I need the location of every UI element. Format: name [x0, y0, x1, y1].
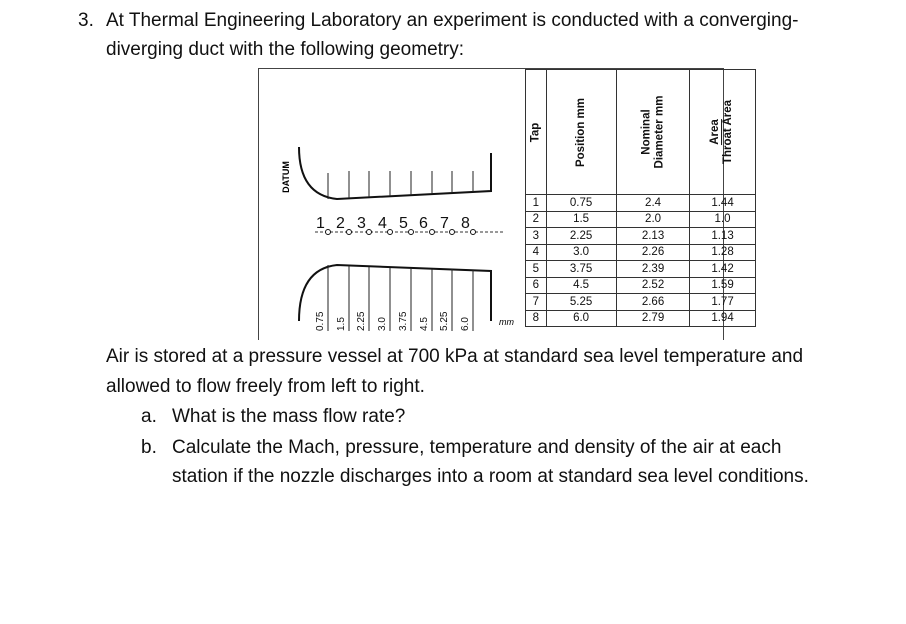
tap-label-5: 5 [399, 215, 408, 232]
tap-label-3: 3 [357, 215, 366, 232]
cell-diameter: 2.4 [616, 195, 690, 212]
cell-position: 2.25 [546, 228, 616, 245]
cell-diameter: 2.39 [616, 261, 690, 278]
cell-position: 4.5 [546, 277, 616, 294]
cell-position: 6.0 [546, 310, 616, 327]
position-label-2: 1.5 [336, 317, 347, 331]
cell-ratio: 1.28 [690, 244, 755, 261]
question-text-line2: diverging duct with the following geometry: [106, 39, 465, 60]
tap-label-1: 1 [316, 215, 325, 232]
paragraph-line1: Air is stored at a pressure vessel at 700 kPa at standard sea level temperature and [106, 346, 804, 367]
cell-ratio: 1.42 [690, 261, 755, 278]
position-label-5: 3.75 [398, 311, 409, 331]
item-b-line1: Calculate the Mach, pressure, temperature and density of the air at each [172, 437, 782, 458]
cell-tap: 6 [526, 277, 547, 294]
table-row [526, 310, 756, 327]
position-label-8: 6.0 [460, 317, 471, 331]
table-row [526, 294, 756, 311]
question-text-line1: At Thermal Engineering Laboratory an experiment is conducted with a converging- [106, 10, 799, 31]
cell-ratio: 1.0 [690, 211, 755, 228]
cell-position: 5.25 [546, 294, 616, 311]
item-a-label: a. [141, 406, 157, 427]
table-row [526, 211, 756, 228]
cell-position: 3.75 [546, 261, 616, 278]
cell-position: 3.0 [546, 244, 616, 261]
cell-diameter: 2.0 [616, 211, 690, 228]
tap-label-2: 2 [336, 215, 345, 232]
position-label-6: 4.5 [419, 317, 430, 331]
cell-tap: 7 [526, 294, 547, 311]
position-label-1: 0.75 [315, 311, 326, 331]
tap-table [525, 69, 756, 327]
cell-tap: 8 [526, 310, 547, 327]
cell-ratio: 1.13 [690, 228, 755, 245]
cell-tap: 3 [526, 228, 547, 245]
duct-figure [258, 68, 735, 340]
cell-ratio: 1.59 [690, 277, 755, 294]
cell-tap: 2 [526, 211, 547, 228]
paragraph-line2: allowed to flow freely from left to right. [106, 376, 425, 397]
cell-tap: 5 [526, 261, 547, 278]
item-b-line2: station if the nozzle discharges into a room at standard sea level conditions. [172, 466, 809, 487]
duct-sketch [259, 69, 525, 341]
datum-label: DATUM [281, 161, 291, 193]
cell-diameter: 2.66 [616, 294, 690, 311]
tap-label-6: 6 [419, 215, 428, 232]
tap-label-4: 4 [378, 215, 387, 232]
position-label-4: 3.0 [377, 317, 388, 331]
cell-position: 0.75 [546, 195, 616, 212]
table-row [526, 228, 756, 245]
position-label-3: 2.25 [356, 311, 367, 331]
tap-label-8: 8 [461, 215, 470, 232]
item-a-text: What is the mass flow rate? [172, 406, 406, 427]
header-tap: Tap [526, 70, 547, 195]
header-nominal-diameter: Nominal Diameter mm [616, 70, 690, 195]
table-row [526, 244, 756, 261]
table-row [526, 261, 756, 278]
item-b-label: b. [141, 437, 157, 458]
cell-position: 1.5 [546, 211, 616, 228]
cell-diameter: 2.79 [616, 310, 690, 327]
position-label-7: 5.25 [439, 311, 450, 331]
cell-ratio: 1.44 [690, 195, 755, 212]
cell-ratio: 1.77 [690, 294, 755, 311]
tap-label-7: 7 [440, 215, 449, 232]
cell-tap: 4 [526, 244, 547, 261]
table-row [526, 277, 756, 294]
cell-ratio: 1.94 [690, 310, 755, 327]
table-row [526, 195, 756, 212]
header-position: Position mm [546, 70, 616, 195]
cell-diameter: 2.52 [616, 277, 690, 294]
cell-tap: 1 [526, 195, 547, 212]
question-number: 3. [78, 10, 94, 31]
unit-label: mm [499, 317, 514, 327]
cell-diameter: 2.26 [616, 244, 690, 261]
header-area-ratio: Area Throat Area [690, 70, 755, 195]
cell-diameter: 2.13 [616, 228, 690, 245]
